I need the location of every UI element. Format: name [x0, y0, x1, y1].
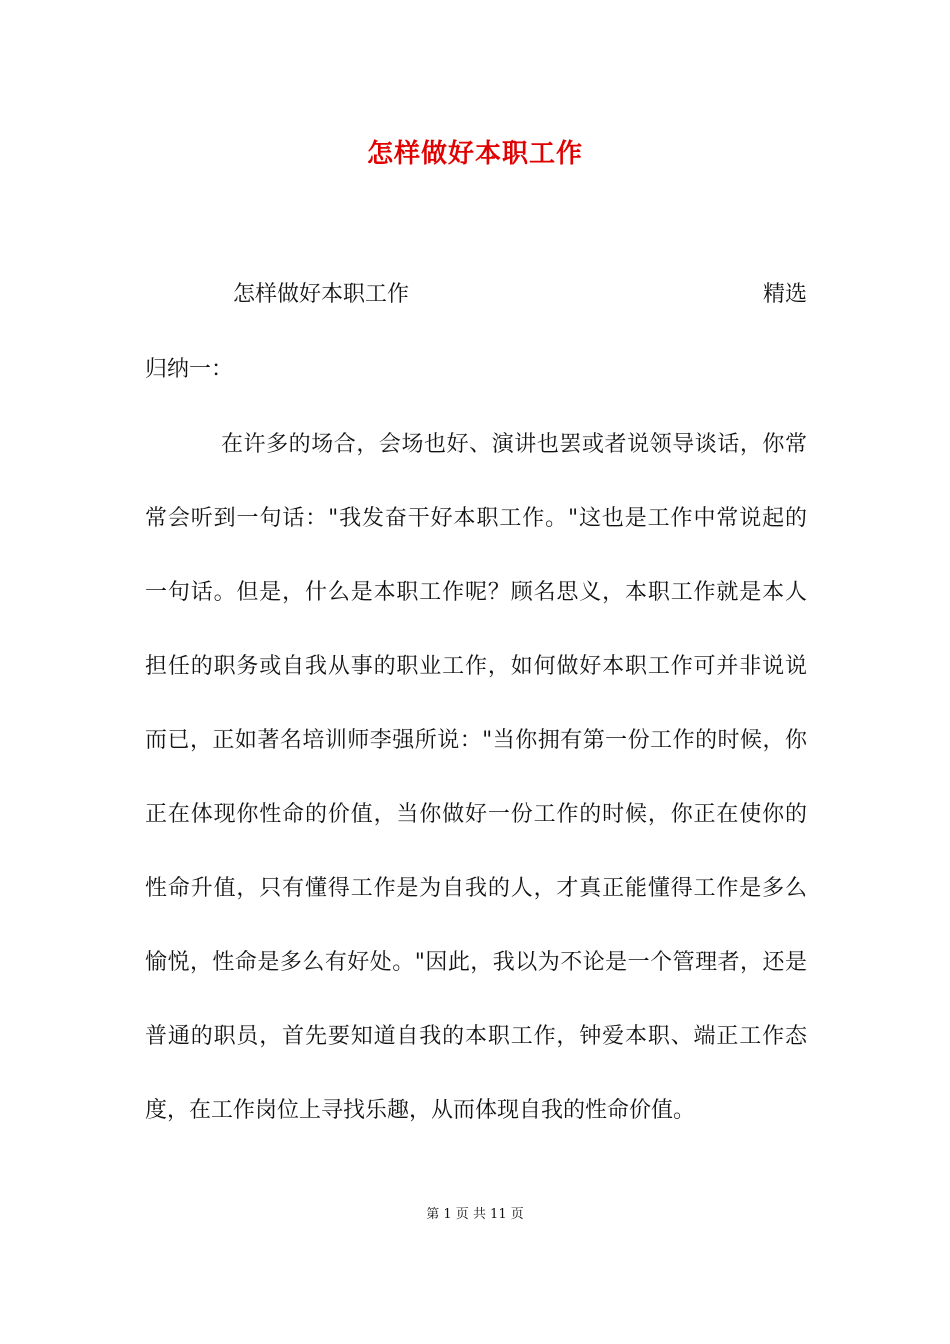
subtitle-row — [145, 277, 807, 313]
paragraph-line: 常会听到一句话："我发奋干好本职工作。"这也是工作中常说起的 — [145, 506, 807, 531]
paragraph-line: 一句话。但是，什么是本职工作呢？顾名思义，本职工作就是本人 — [145, 580, 807, 605]
paragraph-line: 正在体现你性命的价值，当你做好一份工作的时候，你正在使你的 — [145, 802, 807, 827]
section-label: 归纳一： — [145, 357, 234, 382]
paragraph-line: 而已，正如著名培训师李强所说："当你拥有第一份工作的时候，你 — [145, 728, 807, 753]
body-paragraph — [145, 426, 807, 1166]
paragraph-line: 性命升值，只有懂得工作是为自我的人，才真正能懂得工作是多么 — [145, 876, 807, 901]
paragraph-line: 普通的职员，首先要知道自我的本职工作，钟爱本职、端正工作态 — [145, 1024, 807, 1049]
subtitle-text: 怎样做好本职工作 — [233, 282, 410, 307]
page-number-footer: 第 1 页 共 11 页 — [426, 1207, 524, 1222]
subtitle-tag: 精选 — [762, 282, 807, 307]
paragraph-line: 担任的职务或自我从事的职业工作，如何做好本职工作可并非说说 — [145, 654, 807, 679]
paragraph-line: 在许多的场合，会场也好、演讲也罢或者说领导谈话，你常 — [221, 432, 807, 457]
document-title: 怎样做好本职工作 — [366, 139, 583, 169]
paragraph-line: 愉悦，性命是多么有好处。"因此，我以为不论是一个管理者，还是 — [145, 950, 807, 975]
paragraph-line: 度，在工作岗位上寻找乐趣，从而体现自我的性命价值。 — [145, 1098, 696, 1123]
